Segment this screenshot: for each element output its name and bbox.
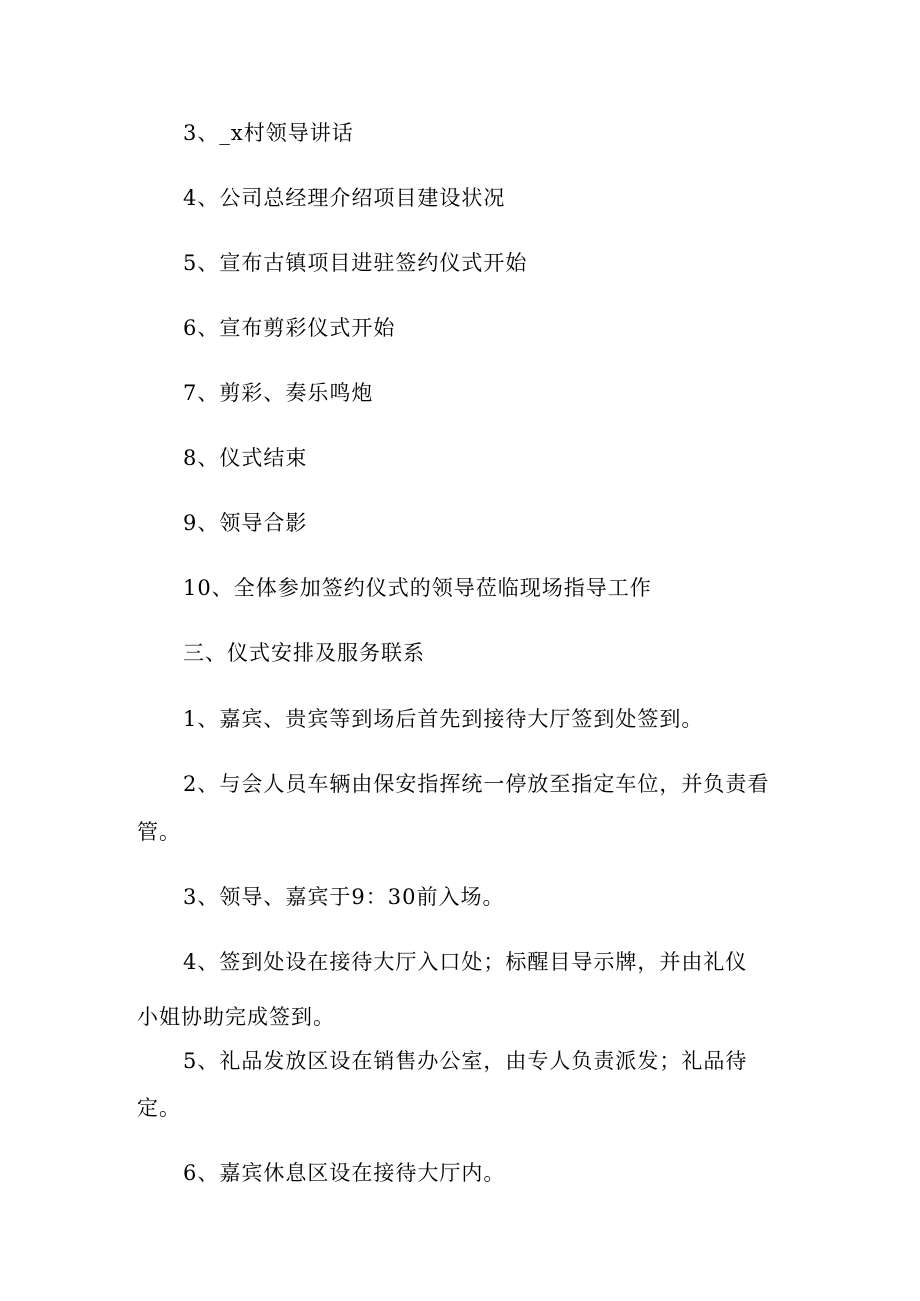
paragraph: 6、嘉宾休息区设在接待大厅内。	[183, 1161, 506, 1185]
list-item: 7、剪彩、奏乐鸣炮	[183, 381, 374, 405]
list-item: 3、_x村领导讲话	[183, 121, 354, 145]
list-item: 9、领导合影	[183, 511, 308, 535]
paragraph: 2、与会人员车辆由保安指挥统一停放至指定车位，并负责看	[183, 772, 770, 796]
list-item: 8、仪式结束	[183, 446, 308, 470]
paragraph: 5、礼品发放区设在销售办公室，由专人负责派发；礼品待	[183, 1049, 748, 1073]
paragraph-continuation: 定。	[137, 1096, 181, 1120]
paragraph: 3、领导、嘉宾于9：30前入场。	[183, 885, 505, 909]
list-item: 10、全体参加签约仪式的领导莅临现场指导工作	[183, 576, 652, 600]
section-heading: 三、仪式安排及服务联系	[183, 641, 425, 665]
list-item: 4、公司总经理介绍项目建设状况	[183, 186, 506, 210]
list-item: 5、宣布古镇项目进驻签约仪式开始	[183, 251, 528, 275]
paragraph: 4、签到处设在接待大厅入口处；标醒目导示牌，并由礼仪	[183, 950, 748, 974]
paragraph-continuation: 小姐协助完成签到。	[137, 1005, 335, 1029]
list-item: 6、宣布剪彩仪式开始	[183, 316, 396, 340]
paragraph-continuation: 管。	[137, 820, 181, 844]
paragraph: 1、嘉宾、贵宾等到场后首先到接待大厅签到处签到。	[183, 707, 704, 731]
